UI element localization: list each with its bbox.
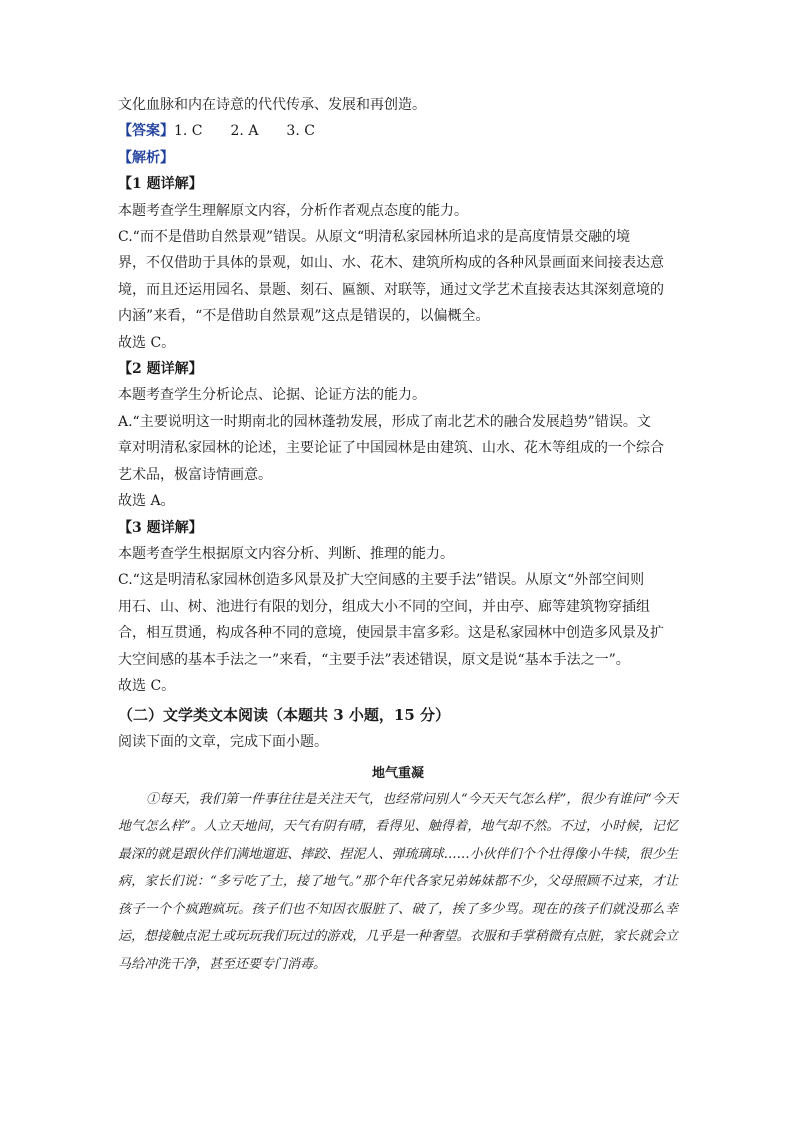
q1-line: 界，不仅借助于具体的景观，如山、水、花木、建筑所构成的各种风景画面来间接表达意 [118,255,664,272]
q2-label: 【2 题详解】 [118,361,203,378]
q2-line: 本题考查学生分析论点、论据、论证方法的能力。 [118,387,426,404]
q1-line: 境，而且还运用园名、景题、刻石、匾额、对联等，通过文学艺术直接表达其深刻意境的 [118,281,664,298]
q3-line: C.“这是明清私家园林创造多风景及扩大空间感的主要手法”错误。从原文“外部空间则 [118,572,645,589]
q1-label: 【1 题详解】 [118,176,203,193]
q3-label: 【3 题详解】 [118,519,203,536]
story-paragraph-text: ①每天，我们第一件事往往是关注天气，也经常问别人“今天天气怎么样”，很少有谁问“今天地气怎么样”。人立天地间，天气有阴有晴，看得见、触得着，地气却不然。不过，小时候，记忆最深的就是跟伙伴们满地遛逛、摔跤、捏泥人、弹琉璃球……小伙伴们个个壮得像小牛犊，很少生病，家长们说：“多亏吃了土，接了地气。”那个年代各家兄弟姊妹都不少，父母照顾不过来，才让孩子一个个疯跑疯玩。孩子们也不知因衣服脏了、破了，挨了多少骂。现在的孩子们就没那么幸运，想接触点泥土或玩玩我们玩过的游戏，几乎是一种奢望。衣服和手掌稍微有点脏，家长就会立马给冲洗干净，甚至还要专门消毒。 [118,791,678,972]
intro-tail-text: 文化血脉和内在诗意的代代传承、发展和再创造。 [118,97,426,113]
reading-instruction: 阅读下面的文章，完成下面小题。 [118,734,328,751]
document-page [118,92,678,978]
q1-line: 本题考查学生理解原文内容，分析作者观点态度的能力。 [118,202,468,219]
q3-line: 用石、山、树、池进行有限的划分，组成大小不同的空间，并由亭、廊等建筑物穿插组 [118,598,650,615]
story-paragraph [118,786,678,979]
answer-label: 【答案】 [118,123,174,140]
q3-conclusion: 故选 C。 [118,677,176,694]
q1-line: 内涵”来看，“不是借助自然景观”这点是错误的，以偏概全。 [118,308,490,325]
q2-line: 艺术品，极富诗情画意。 [118,466,272,483]
answer-text: 1. C 2. A 3. C [174,123,315,140]
story-title: 地气重凝 [371,765,424,781]
q3-line: 本题考查学生根据原文内容分析、判断、推理的能力。 [118,545,454,562]
q2-conclusion: 故选 A。 [118,493,175,510]
q2-line: 章对明清私家园林的论述，主要论证了中国园林是由建筑、山水、花木等组成的一个综合 [118,440,664,457]
analysis-label: 【解析】 [118,149,174,166]
answer-line [118,118,678,144]
q2-line: A.“主要说明这一时期南北的园林蓬勃发展，形成了南北艺术的融合发展趋势”错误。文 [118,413,651,430]
section-title: （二）文学类文本阅读（本题共 3 小题，15 分） [118,706,450,725]
q1-conclusion: 故选 C。 [118,334,176,351]
q3-line: 合，相互贯通，构成各种不同的意境，使园景丰富多彩。这是私家园林中创造多风景及扩 [118,625,664,642]
q1-line: C.“而不是借助自然景观”错误。从原文“明清私家园林所追求的是高度情景交融的境 [118,229,631,246]
q3-line: 大空间感的基本手法之一”来看，“主要手法”表述错误，原文是说“基本手法之一”。 [118,651,630,668]
